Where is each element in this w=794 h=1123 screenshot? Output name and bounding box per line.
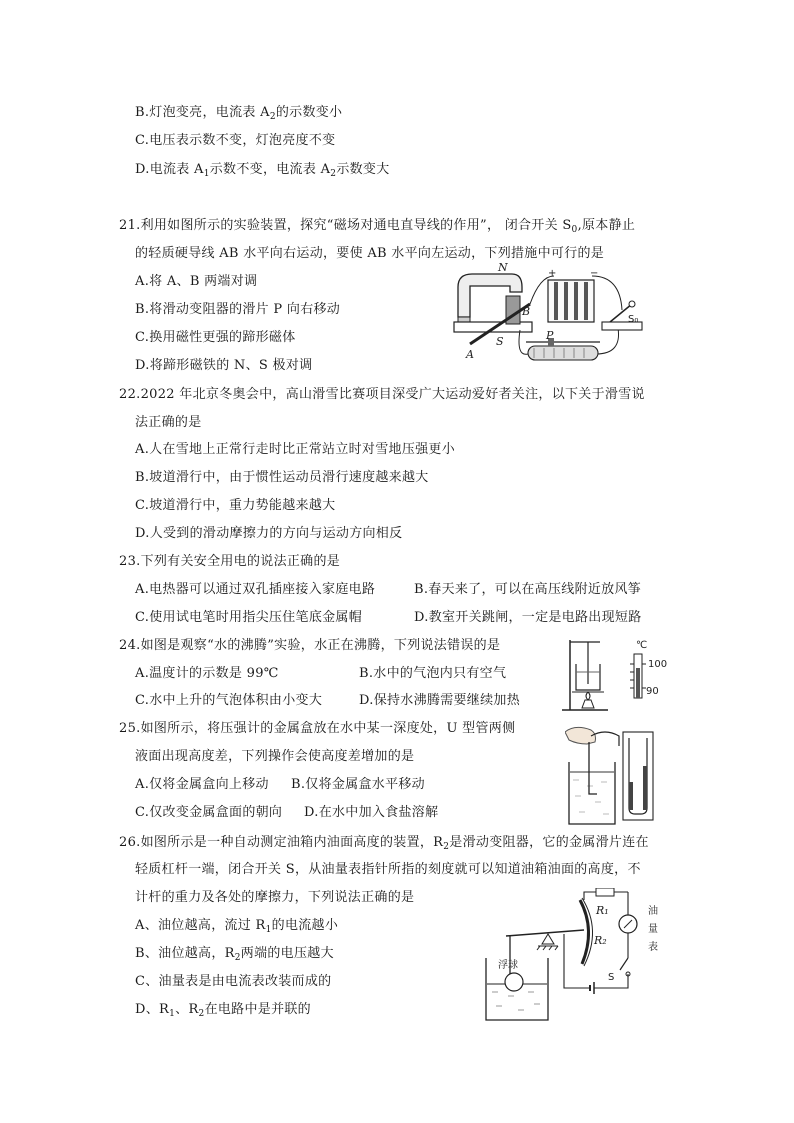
label-minus: − (590, 268, 599, 279)
q26-stem-line1: 26.如图所示是一种自动测定油箱内油面高度的装置，$R_2$是滑动变阻器，它的金属滑片连在 (119, 835, 649, 852)
q22-option-d: D.人受到的滑动摩擦力的方向与运动方向相反 (135, 526, 403, 541)
q25-stem-line2: 液面出现高度差，下列操作会使高度差增加的是 (135, 749, 415, 764)
q26-stem-line2: 轻质杠杆一端，闭合开关 S，从油量表指针所指的刻度就可以知道油箱油面的高度，不 (135, 862, 641, 877)
q20-option-d: D.电流表 $A_1$示数不变，电流表 $A_2$示数变大 (135, 162, 390, 179)
label-r1: R₁ (596, 904, 609, 917)
label-celsius: ℃ (636, 640, 648, 651)
q26-option-c: C、油量表是由电流表改装而成的 (135, 974, 332, 989)
label-s-pole: S (496, 335, 504, 348)
q24-option-d: D.保持水沸腾需要继续加热 (359, 693, 520, 708)
q22-stem-line2: 法正确的是 (135, 415, 202, 430)
label-r2: R₂ (594, 934, 607, 947)
label-switch-s: S (608, 972, 615, 983)
q24-option-c: C.水中上升的气泡体积由小变大 (135, 693, 323, 708)
q20-option-c: C.电压表示数不变，灯泡亮度不变 (135, 133, 336, 148)
label-meter-1: 油 (648, 906, 658, 917)
q20-option-b: B.灯泡变亮，电流表 $A_2$的示数变小 (135, 105, 343, 122)
label-p: P (546, 329, 554, 342)
q25-option-c: C.仅改变金属盒面的朝向 (135, 805, 283, 820)
q26-option-a: A、油位越高，流过 $R_1$的电流越小 (135, 918, 339, 935)
q24-option-a: A.温度计的示数是 99℃ (135, 666, 279, 681)
q23-stem: 23.下列有关安全用电的说法正确的是 (119, 554, 341, 569)
q24-option-b: B.水中的气泡内只有空气 (359, 666, 507, 681)
label-n-pole: N (498, 262, 508, 274)
label-float: 浮球 (498, 960, 518, 971)
q26-option-d: D、$R_1$、$R_2$在电路中是并联的 (135, 1002, 311, 1019)
label-plus: + (548, 268, 557, 279)
q25-pressure-gauge-figure (565, 724, 665, 828)
q24-stem: 24.如图是观察“水的沸腾”实验，水正在沸腾，下列说法错误的是 (119, 638, 501, 653)
label-s0: S₀ (628, 314, 639, 325)
label-a: A (466, 348, 474, 361)
q26-stem-line3: 计杆的重力及各处的摩擦力，下列说法正确的是 (135, 890, 415, 905)
label-meter-2: 量 (648, 924, 658, 935)
q21-stem-line2: 的轻质硬导线 AB 水平向右运动，要使 AB 水平向左运动，下列措施中可行的是 (135, 246, 605, 261)
q25-stem-line1: 25.如图所示，将压强计的金属盒放在水中某一深度处，U 型管两侧 (119, 721, 516, 736)
label-b: B (522, 305, 531, 318)
q21-option-b: B.将滑动变阻器的滑片 P 向右移动 (135, 302, 341, 317)
label-meter-3: 表 (648, 942, 658, 953)
q26-fuel-gauge-figure (484, 888, 674, 1024)
q21-stem-line1: 21.利用如图所示的实验装置，探究“磁场对通电直导线的作用”， 闭合开关 $S_0$,原本静止 (119, 218, 636, 235)
q21-magnet-circuit-figure (450, 262, 650, 378)
label-90: 90 (646, 686, 659, 697)
q23-option-b: B.春天来了，可以在高压线附近放风筝 (414, 582, 642, 597)
q23-option-c: C.使用试电笔时用指尖压住笔底金属帽 (135, 610, 363, 625)
q22-option-b: B.坡道滑行中，由于惯性运动员滑行速度越来越大 (135, 470, 429, 485)
q26-option-b: B、油位越高，$R_2$两端的电压越大 (135, 946, 334, 963)
q25-option-d: D.在水中加入食盐溶解 (304, 805, 439, 820)
q21-option-d: D.将蹄形磁铁的 N、S 极对调 (135, 358, 313, 373)
q22-option-c: C.坡道滑行中，重力势能越来越大 (135, 498, 336, 513)
q25-option-a: A.仅将金属盒向上移动 (135, 777, 269, 792)
q21-option-c: C.换用磁性更强的蹄形磁体 (135, 330, 296, 345)
label-100: 100 (648, 659, 668, 670)
q23-option-a: A.电热器可以通过双孔插座接入家庭电路 (135, 582, 376, 597)
q23-option-d: D.教室开关跳闸，一定是电路出现短路 (414, 610, 642, 625)
q24-boiling-figure (560, 634, 680, 714)
q25-option-b: B.仅将金属盒水平移动 (291, 777, 425, 792)
q22-option-a: A.人在雪地上正常行走时比正常站立时对雪地压强更小 (135, 442, 456, 457)
q21-option-a: A.将 A、B 两端对调 (135, 274, 258, 289)
q22-stem-line1: 22.2022 年北京冬奥会中，高山滑雪比赛项目深受广大运动爱好者关注，以下关于滑雪说 (119, 387, 645, 402)
